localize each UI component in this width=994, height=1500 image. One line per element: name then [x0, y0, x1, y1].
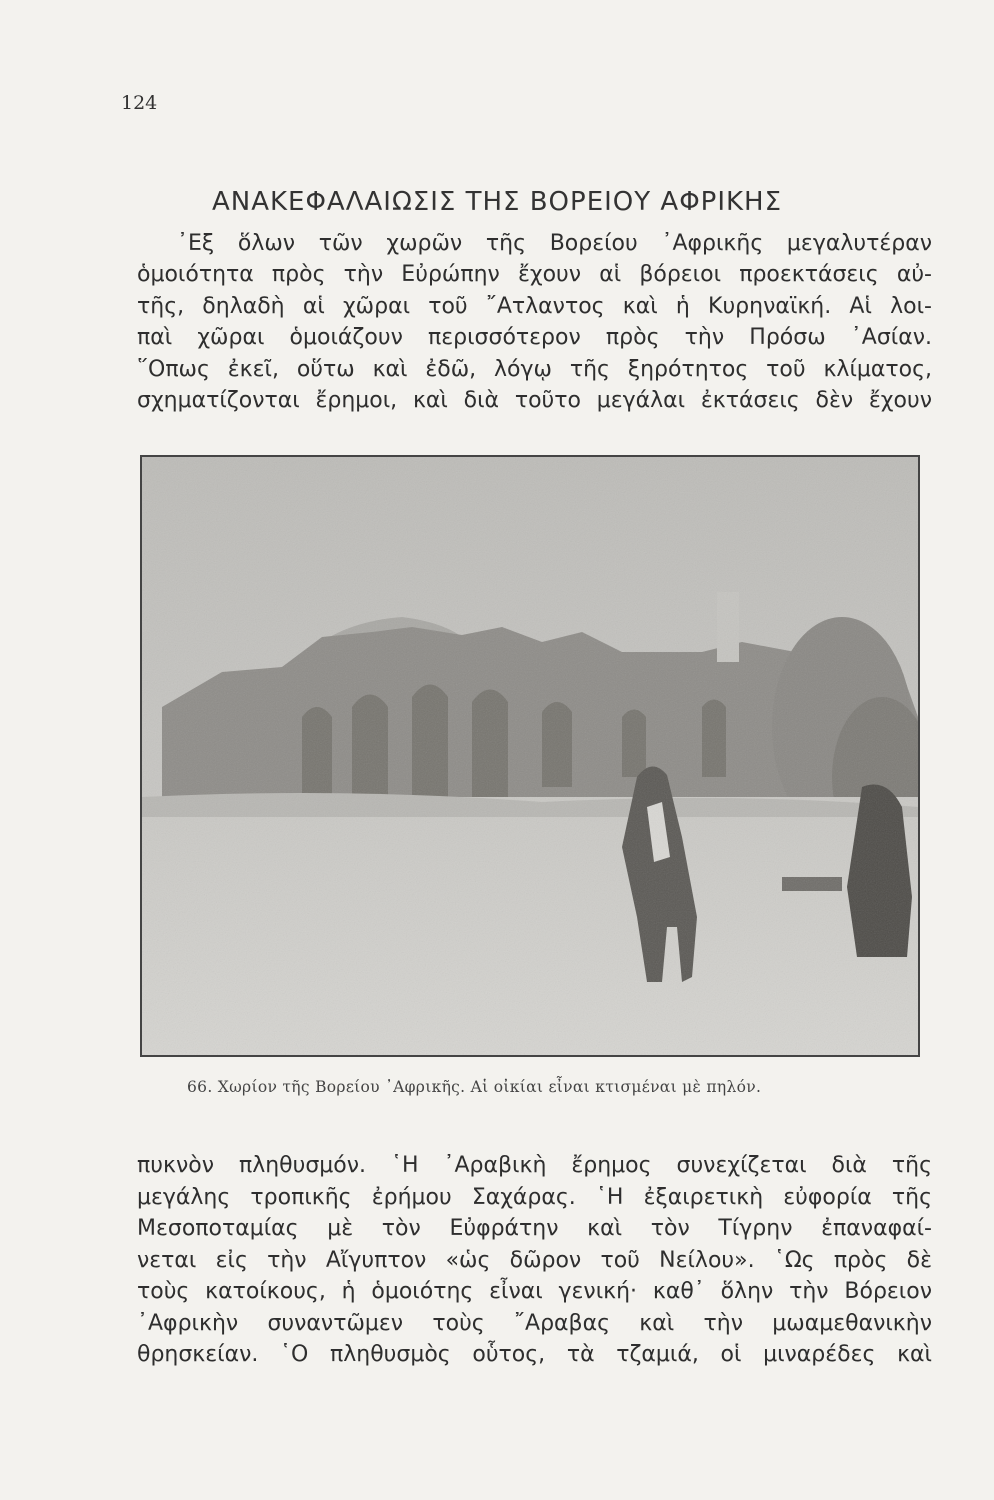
village-photo-image [142, 457, 918, 1055]
page-number: 124 [121, 92, 158, 114]
paragraph-line: ᾿Εξ ὅλων τῶν χωρῶν τῆς Βορείου ᾿Αφρικῆς μεγαλυτέραν [177, 231, 932, 256]
paragraph-line: ὁμοιότητα πρὸς τὴν Εὐρώπην ἔχουν αἱ βόρειοι προεκτάσεις αὐ- [137, 262, 932, 288]
paragraph-line: τῆς, δηλαδὴ αἱ χῶραι τοῦ ῎Ατλαντος καὶ ἡ Κυρηναϊκή. Αἱ λοι- [137, 293, 932, 319]
paragraph-line: πυκνὸν πληθυσμόν. ῾Η ᾿Αραβικὴ ἔρημος συνεχίζεται διὰ τῆς [137, 1153, 932, 1178]
paragraph-line: ῞Οπως ἐκεῖ, οὕτω καὶ ἐδῶ, λόγῳ τῆς ξηρότητος τοῦ κλίματος, [137, 356, 932, 382]
paragraph-1 [137, 228, 932, 416]
paragraph-line: Μεσοποταμίας μὲ τὸν Εὐφράτην καὶ τὸν Τίγρην ἐπαναφαί- [137, 1216, 932, 1241]
paragraph-line: νεται εἰς τὴν Αἴγυπτον «ὡς δῶρον τοῦ Νείλου». ῾Ως πρὸς δὲ [137, 1247, 932, 1273]
paragraph-line: τοὺς κατοίκους, ἡ ὁμοιότης εἶναι γενική· καθ᾿ ὅλην τὴν Βόρειον [137, 1279, 932, 1304]
paragraph-line: θρησκείαν. ῾Ο πληθυσμὸς οὗτος, τὰ τζαμιά, οἱ μιναρέδες καὶ [137, 1342, 932, 1367]
paragraph-2 [137, 1150, 932, 1371]
paragraph-line: μεγάλης τροπικῆς ἐρήμου Σαχάρας. ῾Η ἐξαιρετικὴ εὐφορία τῆς [137, 1184, 932, 1210]
figure-caption: 66. Χωρίον τῆς Βορείου ᾿Αφρικῆς. Αἱ οἰκίαι εἶναι κτισμέναι μὲ πηλόν. [187, 1078, 762, 1096]
figure-photo [140, 455, 920, 1057]
section-heading: ΑΝΑΚΕΦΑΛΑΙΩΣΙΣ ΤΗΣ ΒΟΡΕΙΟΥ ΑΦΡΙΚΗΣ [211, 187, 783, 218]
paragraph-line: ᾿Αφρικὴν συναντῶμεν τοὺς ῎Αραβας καὶ τὴν μωαμεθανικὴν [137, 1310, 932, 1336]
paragraph-line: παὶ χῶραι ὁμοιάζουν περισσότερον πρὸς τὴν Πρόσω ᾿Ασίαν. [137, 325, 932, 351]
paragraph-line: σχηματίζονται ἔρημοι, καὶ διὰ τοῦτο μεγάλαι ἐκτάσεις δὲν ἔχουν [137, 388, 932, 414]
